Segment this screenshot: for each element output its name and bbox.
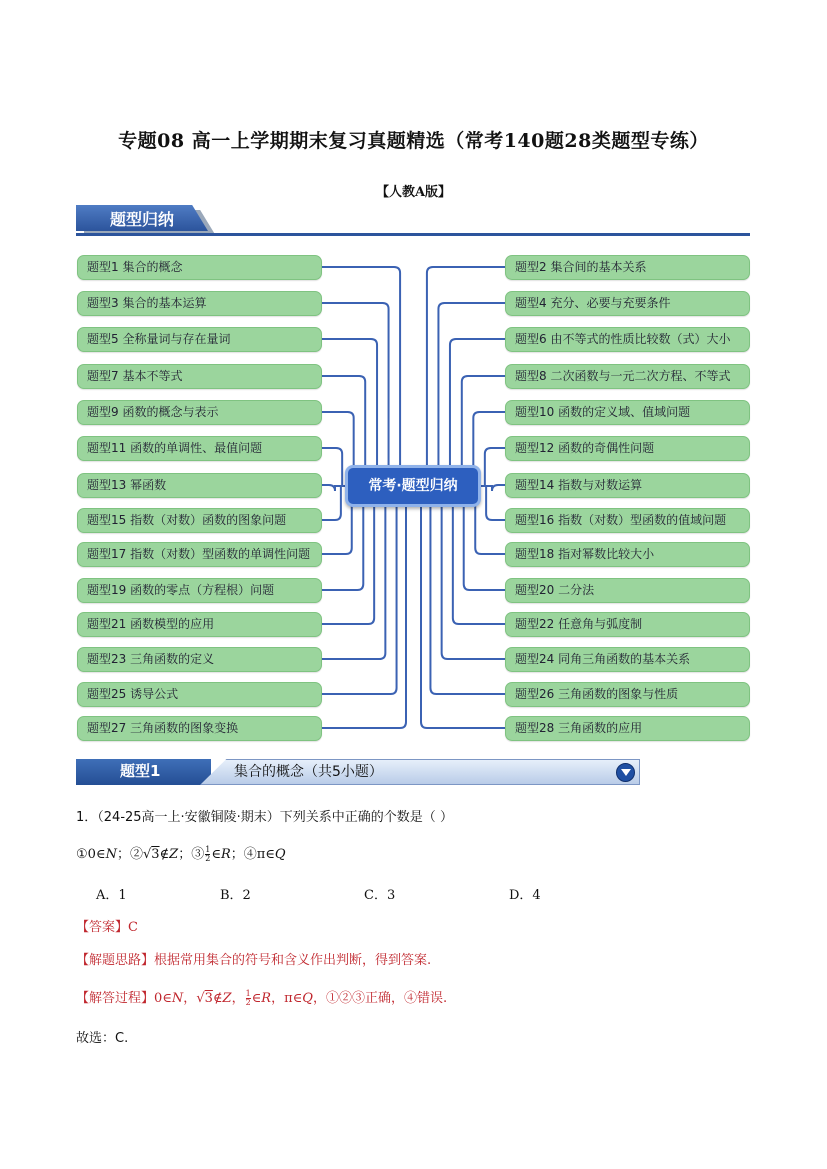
option-b[interactable]: B．2 (220, 888, 251, 903)
mindmap-right-item: 题型28 三角函数的应用 (505, 716, 750, 741)
connector-left-8 (322, 486, 345, 520)
process-fraction-numerator: 1 (245, 989, 251, 998)
mindmap-right-item: 题型18 指对幂数比较大小 (505, 542, 750, 567)
answer-value: C (128, 920, 138, 935)
set-r: R (220, 847, 231, 862)
statement-4-lead: ；④π∈ (230, 847, 275, 862)
solution-process-label: 【解答过程】 (76, 991, 155, 1006)
mind-map-center-node: 常考·题型归纳 (345, 465, 481, 507)
option-d[interactable]: D．4 (509, 888, 541, 903)
mindmap-left-item: 题型23 三角函数的定义 (77, 647, 322, 672)
process-sep-2: ， (231, 991, 245, 1006)
process-set-z: Z (222, 991, 232, 1006)
mindmap-left-item: 题型21 函数模型的应用 (77, 612, 322, 637)
statement-1: ①0∈ (76, 847, 106, 862)
statement-3-rel: ∈ (211, 847, 221, 862)
process-2-rel: ∉ (212, 991, 223, 1006)
mindmap-right-item: 题型22 任意角与弧度制 (505, 612, 750, 637)
mindmap-left-item: 题型19 函数的零点（方程根）问题 (77, 578, 322, 603)
mindmap-left-item: 题型27 三角函数的图象变换 (77, 716, 322, 741)
mindmap-right-item: 题型8 二次函数与一元二次方程、不等式 (505, 364, 750, 389)
process-sqrt-radicand: 3 (204, 991, 213, 1006)
mindmap-left-item: 题型9 函数的概念与表示 (77, 400, 322, 425)
mindmap-left-item: 题型3 集合的基本运算 (77, 291, 322, 316)
mindmap-left-item: 题型25 诱导公式 (77, 682, 322, 707)
mindmap-right-item: 题型26 三角函数的图象与性质 (505, 682, 750, 707)
mindmap-right-item: 题型10 函数的定义域、值域问题 (505, 400, 750, 425)
mindmap-left-item: 题型15 指数（对数）函数的图象问题 (77, 508, 322, 533)
mindmap-right-item: 题型24 同角三角函数的基本关系 (505, 647, 750, 672)
process-fraction-denominator: 2 (245, 998, 251, 1007)
fraction-half (205, 846, 210, 863)
mindmap-right-item: 题型2 集合间的基本关系 (505, 255, 750, 280)
connector-left-12 (322, 486, 385, 659)
fraction-numerator: 1 (205, 845, 211, 854)
solution-idea-label: 【解题思路】 (76, 953, 155, 968)
statement-3-lead: ；③ (178, 847, 205, 862)
mindmap-right-item: 题型20 二分法 (505, 578, 750, 603)
mindmap-right-item: 题型16 指数（对数）型函数的值域问题 (505, 508, 750, 533)
process-4: π∈ (284, 991, 303, 1006)
solution-idea-text: 根据常用集合的符号和含义作出判断，得到答案. (154, 953, 432, 968)
option-c[interactable]: C．3 (364, 888, 396, 903)
process-1: 0∈ (154, 991, 172, 1006)
mindmap-right-item: 题型14 指数与对数运算 (505, 473, 750, 498)
process-sep-3: ， (271, 991, 285, 1006)
set-q: Q (274, 847, 286, 862)
mindmap-left-item: 题型1 集合的概念 (77, 255, 322, 280)
statement-2-rel: ∉ (159, 847, 170, 862)
sqrt-radicand: 3 (151, 847, 160, 862)
mindmap-left-item: 题型11 函数的单调性、最值问题 (77, 436, 322, 461)
answer-line (76, 916, 138, 935)
page-title: 专题08 高一上学期期末复习真题精选（常考140题28类题型专练） (118, 130, 709, 152)
option-a[interactable]: A．1 (96, 888, 127, 903)
section-header-label: 题型归纳 (110, 210, 175, 229)
question-type-topic: 集合的概念（共5小题） (234, 764, 383, 780)
edition-subtitle: 【人教A版】 (375, 185, 452, 200)
process-3-rel: ∈ (251, 991, 262, 1006)
mindmap-right-item: 题型12 函数的奇偶性问题 (505, 436, 750, 461)
fraction-denominator: 2 (205, 854, 211, 863)
connector-right-8 (481, 486, 505, 520)
mindmap-right-item: 题型4 充分、必要与充要条件 (505, 291, 750, 316)
statement-2-lead: ；② (116, 847, 143, 862)
process-set-n: N (171, 991, 184, 1006)
connector-right-12 (442, 486, 505, 659)
process-set-q: Q (302, 991, 313, 1006)
mindmap-left-item: 题型17 指数（对数）型函数的单调性问题 (77, 542, 322, 567)
question-statements: ①0∈N；②√3∉Z；③ $\frac{1}{2}$ ∈R；④π∈Q (76, 845, 286, 863)
connector-right-2 (438, 303, 505, 486)
mindmap-left-item: 题型7 基本不等式 (77, 364, 322, 389)
mindmap-right-item: 题型6 由不等式的性质比较数（式）大小 (505, 327, 750, 352)
process-sep-1: ， (183, 991, 197, 1006)
mindmap-left-item: 题型13 幂函数 (77, 473, 322, 498)
question-stem: 1．（24-25高一上·安徽铜陵·期末）下列关系中正确的个数是（ ） (76, 810, 453, 825)
mindmap-left-item: 题型5 全称量词与存在量词 (77, 327, 322, 352)
connector-right-6 (481, 448, 505, 486)
collapse-arrow-icon[interactable] (616, 763, 635, 782)
question-type-tab-label: 题型1 (120, 762, 161, 780)
process-set-r: R (261, 991, 272, 1006)
answer-label: 【答案】 (76, 920, 129, 935)
connector-left-2 (322, 303, 389, 486)
connector-left-6 (322, 448, 345, 486)
set-z: Z (169, 847, 179, 862)
process-end: ，①②③正确，④错误. (312, 991, 448, 1006)
set-n: N (105, 847, 117, 862)
solution-process: 【解答过程】0∈N，√3∉Z， $\frac{1}{2}$ ∈R，π∈Q，①②③正确，④错误. (76, 989, 448, 1007)
process-fraction-half (246, 990, 251, 1007)
solution-idea (76, 949, 431, 968)
conclusion: 故选：C. (76, 1031, 129, 1046)
question-type-header (76, 757, 641, 787)
